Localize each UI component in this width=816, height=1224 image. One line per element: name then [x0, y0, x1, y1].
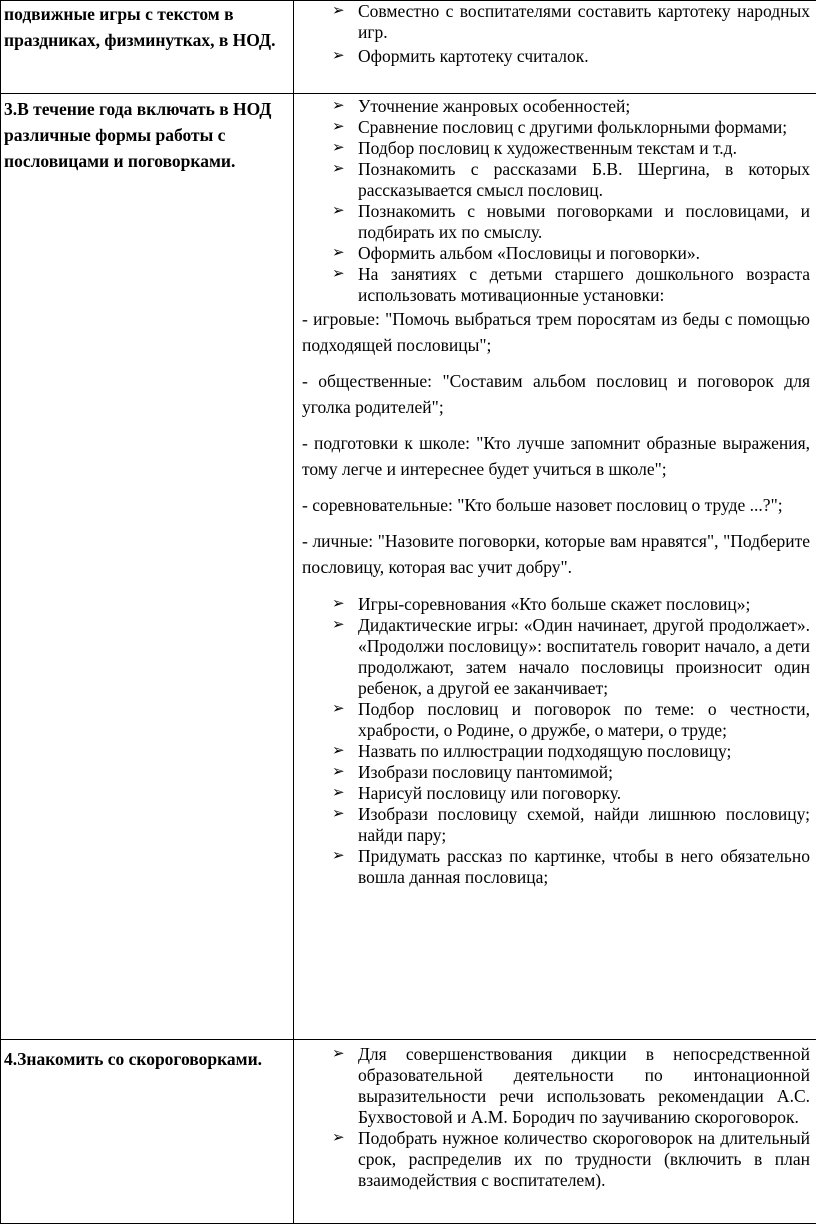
motivation-paragraph: - подготовки к школе: "Кто лучше запомнит образные выражения, тому легче и интереснее будет учиться в школе"; [294, 430, 816, 482]
arrow-bullet-icon: ➢ [332, 1, 345, 22]
arrow-bullet-icon: ➢ [332, 741, 345, 762]
table-row [1, 1, 816, 94]
list-item-text: На занятиях с детьми старшего дошкольного возраста использовать мотивационные установки: [358, 264, 810, 305]
arrow-bullet-icon: ➢ [332, 117, 345, 138]
arrow-bullet-icon: ➢ [332, 594, 345, 615]
list-item-text: Совместно с воспитателями составить картотеку народных игр. [358, 1, 810, 42]
list-item-text: Подобрать нужное количество скороговорок на длительный срок, распределив их по трудности (включить в план взаимодействия с воспитателем). [358, 1128, 810, 1190]
arrow-bullet-icon: ➢ [332, 264, 345, 285]
arrow-bullet-icon: ➢ [332, 1128, 345, 1149]
list-item-text: Нарисуй пословицу или поговорку. [358, 783, 621, 803]
arrow-bullet-icon: ➢ [332, 762, 345, 783]
motivation-paragraph: - личные: "Назовите поговорки, которые вам нравятся", "Подберите пословицу, которая вас учит добру". [294, 528, 816, 580]
list-item [294, 1044, 816, 1128]
arrow-bullet-icon: ➢ [332, 615, 345, 636]
list-item [294, 1128, 816, 1191]
arrow-bullet-icon: ➢ [332, 46, 345, 67]
list-item [294, 594, 816, 615]
list-item-text: Сравнение пословиц с другими фольклорными формами; [358, 117, 787, 137]
arrow-bullet-icon: ➢ [332, 804, 345, 825]
task-title: 4.Знакомить со скороговорками. [1, 1040, 293, 1072]
list-item-text: Оформить альбом «Пословицы и поговорки». [358, 243, 700, 263]
list-item [294, 615, 816, 699]
list-item-text: Подбор пословиц к художественным текстам и т.д. [358, 138, 737, 158]
list-item-text: Познакомить с рассказами Б.В. Шергина, в которых рассказывается смысл пословиц. [358, 159, 810, 200]
list-item [294, 243, 816, 264]
activity-list [294, 1, 816, 67]
list-item-text: Дидактические игры: «Один начинает, другой продолжает». «Продолжи пословицу»: воспитатель говорит начало, а дети продолжают, затем начало пословицы произносит один ребенок, а другой ее заканчивает; [358, 615, 810, 698]
table-row [1, 1040, 816, 1224]
list-item-text: Изобрази пословицу схемой, найди лишнюю пословицу; найди пару; [358, 804, 810, 845]
list-item-text: Познакомить с новыми поговорками и пословицами, и подбирать их по смыслу. [358, 201, 810, 242]
task-title: 3.В течение года включать в НОД различные формы работы с пословицами и поговорками. [1, 94, 293, 174]
list-item-text: Игры-соревнования «Кто больше скажет пословиц»; [358, 594, 750, 614]
activity-list [294, 1044, 816, 1191]
list-item [294, 804, 816, 846]
list-item-text: Уточнение жанровых особенностей; [358, 96, 630, 116]
list-item-text: Оформить картотеку считалок. [358, 46, 589, 66]
task-cell [1, 1, 294, 94]
list-item-text: Изобрази пословицу пантомимой; [358, 762, 613, 782]
activities-cell [294, 1, 816, 94]
list-item [294, 46, 816, 67]
list-item-text: Подбор пословиц и поговорок по теме: о честности, храбрости, о Родине, о дружбе, о матери, о труде; [358, 699, 810, 740]
arrow-bullet-icon: ➢ [332, 243, 345, 264]
list-item [294, 846, 816, 888]
list-item [294, 96, 816, 117]
arrow-bullet-icon: ➢ [332, 159, 345, 180]
motivation-paragraph: - общественные: "Составим альбом пословиц и поговорок для уголка родителей"; [294, 368, 816, 420]
arrow-bullet-icon: ➢ [332, 783, 345, 804]
list-item [294, 159, 816, 201]
list-item [294, 741, 816, 762]
arrow-bullet-icon: ➢ [332, 201, 345, 222]
activities-cell [294, 1040, 816, 1224]
motivation-paragraph: - соревновательные: "Кто больше назовет пословиц о труде ...?"; [294, 492, 816, 518]
activity-list [294, 96, 816, 306]
motivation-paragraph: - игровые: "Помочь выбраться трем поросятам из беды с помощью подходящей пословицы"; [294, 306, 816, 358]
arrow-bullet-icon: ➢ [332, 846, 345, 867]
table-row [1, 94, 816, 1040]
list-item [294, 201, 816, 243]
list-item [294, 783, 816, 804]
list-item-text: Назвать по иллюстрации подходящую пословицу; [358, 741, 731, 761]
arrow-bullet-icon: ➢ [332, 96, 345, 117]
list-item [294, 264, 816, 306]
task-cell [1, 94, 294, 1040]
list-item-text: Для совершенствования дикции в непосредственной образовательной деятельности по интонационной выразительности речи использовать рекомендации А.С. Бухвостовой и А.М. Бородич по заучиванию скороговорок. [358, 1044, 810, 1127]
task-title: подвижные игры с текстом в праздниках, физминутках, в НОД. [1, 1, 293, 53]
activities-cell [294, 94, 816, 1040]
list-item [294, 1, 816, 43]
list-item [294, 117, 816, 138]
task-cell [1, 1040, 294, 1224]
activity-list [294, 594, 816, 888]
list-item-text: Придумать рассказ по картинке, чтобы в него обязательно вошла данная пословица; [358, 846, 810, 887]
arrow-bullet-icon: ➢ [332, 699, 345, 720]
arrow-bullet-icon: ➢ [332, 1044, 345, 1065]
list-item [294, 699, 816, 741]
list-item [294, 138, 816, 159]
arrow-bullet-icon: ➢ [332, 138, 345, 159]
list-item [294, 762, 816, 783]
